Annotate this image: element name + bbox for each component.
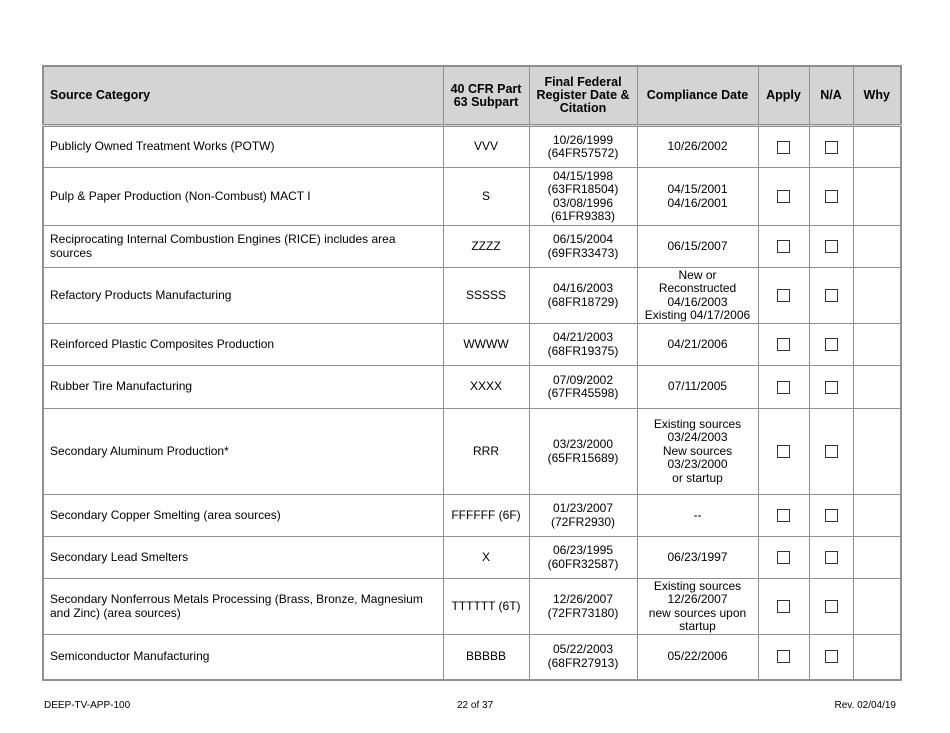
compliance-line: 03/24/2003	[667, 430, 728, 445]
compliance-date-cell	[637, 579, 758, 635]
register-citation-cell	[529, 635, 637, 680]
apply-checkbox[interactable]	[777, 240, 790, 253]
register-line: (65FR15689)	[547, 450, 619, 465]
compliance-line: 04/16/2003	[667, 294, 728, 309]
register-line: 03/08/1996	[552, 195, 614, 210]
apply-cell	[758, 324, 809, 366]
why-cell[interactable]	[853, 579, 901, 635]
register-line: 01/23/2007	[552, 501, 614, 515]
na-cell	[809, 268, 853, 324]
compliance-date-cell	[637, 324, 758, 366]
na-checkbox[interactable]	[825, 240, 838, 253]
cfr-subpart-cell: X	[443, 537, 529, 579]
document-id: DEEP-TV-APP-100	[44, 700, 131, 711]
register-line: (69FR33473)	[547, 245, 619, 260]
table-row	[43, 495, 901, 537]
na-cell	[809, 635, 853, 680]
compliance-date-cell	[637, 226, 758, 268]
why-cell[interactable]	[853, 495, 901, 537]
header-source-category: Source Category	[43, 66, 443, 126]
table-row	[43, 409, 901, 495]
compliance-date-cell	[637, 366, 758, 409]
apply-checkbox[interactable]	[777, 650, 790, 663]
na-cell	[809, 366, 853, 409]
compliance-date-cell	[637, 168, 758, 226]
source-category-cell: Rubber Tire Manufacturing	[43, 366, 443, 409]
compliance-line: Existing sources	[653, 578, 742, 593]
na-checkbox[interactable]	[825, 338, 838, 351]
why-cell[interactable]	[853, 126, 901, 168]
cfr-subpart-cell: FFFFFF (6F)	[443, 495, 529, 537]
na-checkbox[interactable]	[825, 600, 838, 613]
apply-checkbox[interactable]	[777, 551, 790, 564]
register-line: (72FR73180)	[547, 605, 619, 620]
compliance-date-cell	[637, 635, 758, 680]
apply-checkbox[interactable]	[777, 141, 790, 154]
header-cfr-subpart: 40 CFR Part 63 Subpart	[443, 66, 529, 126]
table-row	[43, 324, 901, 366]
apply-cell	[758, 268, 809, 324]
apply-cell	[758, 409, 809, 495]
source-category-cell: Secondary Copper Smelting (area sources)	[43, 495, 443, 537]
compliance-line: 04/15/2001	[667, 182, 728, 196]
compliance-line: or startup	[672, 470, 723, 485]
table-row	[43, 226, 901, 268]
compliance-line: 06/23/1997	[667, 549, 728, 564]
compliance-line: --	[693, 507, 702, 522]
compliance-line: 12/26/2007	[667, 592, 728, 606]
compliance-date-cell	[637, 268, 758, 324]
source-category-cell: Secondary Lead Smelters	[43, 537, 443, 579]
na-checkbox[interactable]	[825, 381, 838, 394]
na-checkbox[interactable]	[825, 551, 838, 564]
why-cell[interactable]	[853, 268, 901, 324]
apply-cell	[758, 226, 809, 268]
na-cell	[809, 226, 853, 268]
register-line: (60FR32587)	[547, 556, 619, 571]
cfr-subpart-cell: XXXX	[443, 366, 529, 409]
compliance-line: Reconstructed	[658, 281, 737, 295]
compliance-date-cell	[637, 537, 758, 579]
compliance-line: 07/11/2005	[667, 379, 728, 394]
apply-checkbox[interactable]	[777, 509, 790, 522]
cfr-subpart-cell: WWWW	[443, 324, 529, 366]
compliance-line: 04/21/2006	[667, 336, 728, 351]
why-cell[interactable]	[853, 366, 901, 409]
cfr-subpart-cell: RRR	[443, 409, 529, 495]
header-apply: Apply	[758, 66, 809, 126]
compliance-date-cell	[637, 409, 758, 495]
register-line: (63FR18504)	[547, 182, 619, 196]
source-category-cell: Publicly Owned Treatment Works (POTW)	[43, 126, 443, 168]
register-line: (64FR57572)	[547, 146, 619, 160]
register-citation-cell	[529, 495, 637, 537]
header-na: N/A	[809, 66, 853, 126]
compliance-line: 10/26/2002	[667, 139, 728, 154]
na-checkbox[interactable]	[825, 445, 838, 458]
register-line: (67FR45598)	[547, 386, 619, 400]
register-citation-cell	[529, 226, 637, 268]
why-cell[interactable]	[853, 168, 901, 226]
apply-cell	[758, 126, 809, 168]
register-citation-cell	[529, 126, 637, 168]
header-compliance-date: Compliance Date	[637, 66, 758, 126]
table-header-row	[43, 66, 901, 126]
source-category-cell: Pulp & Paper Production (Non-Combust) MACT I	[43, 168, 443, 226]
source-category-table	[42, 65, 902, 681]
register-citation-cell	[529, 579, 637, 635]
cfr-subpart-cell: TTTTTT (6T)	[443, 579, 529, 635]
na-checkbox[interactable]	[825, 190, 838, 203]
why-cell[interactable]	[853, 409, 901, 495]
na-cell	[809, 537, 853, 579]
cfr-subpart-cell: VVV	[443, 126, 529, 168]
register-line: 05/22/2003	[552, 642, 614, 657]
register-citation-cell	[529, 168, 637, 226]
apply-cell	[758, 495, 809, 537]
compliance-line: startup	[679, 619, 716, 633]
compliance-line: New or	[678, 267, 717, 282]
register-line: 06/23/1995	[552, 543, 614, 557]
source-category-cell: Refactory Products Manufacturing	[43, 268, 443, 324]
compliance-date-cell	[637, 495, 758, 537]
register-line: 10/26/1999	[552, 132, 614, 147]
compliance-line: 06/15/2007	[667, 238, 728, 253]
compliance-line: new sources upon	[648, 605, 747, 620]
why-cell[interactable]	[853, 324, 901, 366]
na-cell	[809, 409, 853, 495]
register-line: 03/23/2000	[552, 437, 614, 451]
register-citation-cell	[529, 409, 637, 495]
header-why: Why	[853, 66, 901, 126]
source-category-cell: Secondary Nonferrous Metals Processing (Brass, Bronze, Magnesium and Zinc) (area sources)	[43, 579, 443, 635]
na-cell	[809, 579, 853, 635]
table-row	[43, 126, 901, 168]
why-cell[interactable]	[853, 537, 901, 579]
cfr-subpart-cell: SSSSS	[443, 268, 529, 324]
compliance-line: 04/16/2001	[667, 195, 728, 210]
source-category-cell: Semiconductor Manufacturing	[43, 635, 443, 680]
table-row	[43, 366, 901, 409]
register-line: (61FR9383)	[550, 209, 616, 223]
cfr-subpart-cell: ZZZZ	[443, 226, 529, 268]
register-line: 04/15/1998	[552, 168, 614, 183]
compliance-line: Existing 04/17/2006	[644, 308, 751, 322]
register-line: 12/26/2007	[552, 592, 614, 606]
page-number: 22 of 37	[457, 700, 494, 711]
register-line: 04/21/2003	[552, 330, 614, 344]
apply-cell	[758, 168, 809, 226]
register-citation-cell	[529, 537, 637, 579]
na-checkbox[interactable]	[825, 141, 838, 154]
apply-cell	[758, 579, 809, 635]
compliance-line: 03/23/2000	[667, 457, 728, 472]
na-checkbox[interactable]	[825, 509, 838, 522]
register-line: 06/15/2004	[552, 232, 614, 246]
why-cell[interactable]	[853, 635, 901, 680]
cfr-subpart-cell: S	[443, 168, 529, 226]
na-cell	[809, 495, 853, 537]
register-line: (68FR27913)	[547, 655, 619, 670]
source-category-cell: Reinforced Plastic Composites Production	[43, 324, 443, 366]
source-category-cell: Reciprocating Internal Combustion Engines (RICE) includes area sources	[43, 226, 443, 268]
apply-checkbox[interactable]	[777, 445, 790, 458]
table-row	[43, 635, 901, 680]
apply-checkbox[interactable]	[777, 381, 790, 394]
register-line: 04/16/2003	[552, 281, 614, 295]
register-line: (72FR2930)	[550, 514, 616, 529]
compliance-line: 05/22/2006	[667, 649, 728, 663]
na-cell	[809, 324, 853, 366]
apply-checkbox[interactable]	[777, 600, 790, 613]
register-citation-cell	[529, 366, 637, 409]
na-checkbox[interactable]	[825, 650, 838, 663]
cfr-subpart-cell: BBBBB	[443, 635, 529, 680]
revision-date: Rev. 02/04/19	[834, 700, 896, 711]
apply-cell	[758, 366, 809, 409]
na-checkbox[interactable]	[825, 289, 838, 302]
header-register-citation: Final Federal Register Date & Citation	[529, 66, 637, 126]
apply-checkbox[interactable]	[777, 289, 790, 302]
register-line: (68FR19375)	[547, 343, 619, 358]
source-category-cell: Secondary Aluminum Production*	[43, 409, 443, 495]
table-row	[43, 537, 901, 579]
na-cell	[809, 168, 853, 226]
compliance-line: Existing sources	[653, 416, 742, 431]
apply-checkbox[interactable]	[777, 338, 790, 351]
table-body	[43, 126, 901, 680]
apply-cell	[758, 537, 809, 579]
register-citation-cell	[529, 268, 637, 324]
apply-checkbox[interactable]	[777, 190, 790, 203]
register-line: 07/09/2002	[552, 372, 614, 387]
why-cell[interactable]	[853, 226, 901, 268]
na-cell	[809, 126, 853, 168]
register-citation-cell	[529, 324, 637, 366]
table-row	[43, 168, 901, 226]
table-row	[43, 579, 901, 635]
apply-cell	[758, 635, 809, 680]
register-line: (68FR18729)	[547, 294, 619, 309]
table-row	[43, 268, 901, 324]
compliance-line: New sources	[662, 443, 733, 458]
compliance-date-cell	[637, 126, 758, 168]
